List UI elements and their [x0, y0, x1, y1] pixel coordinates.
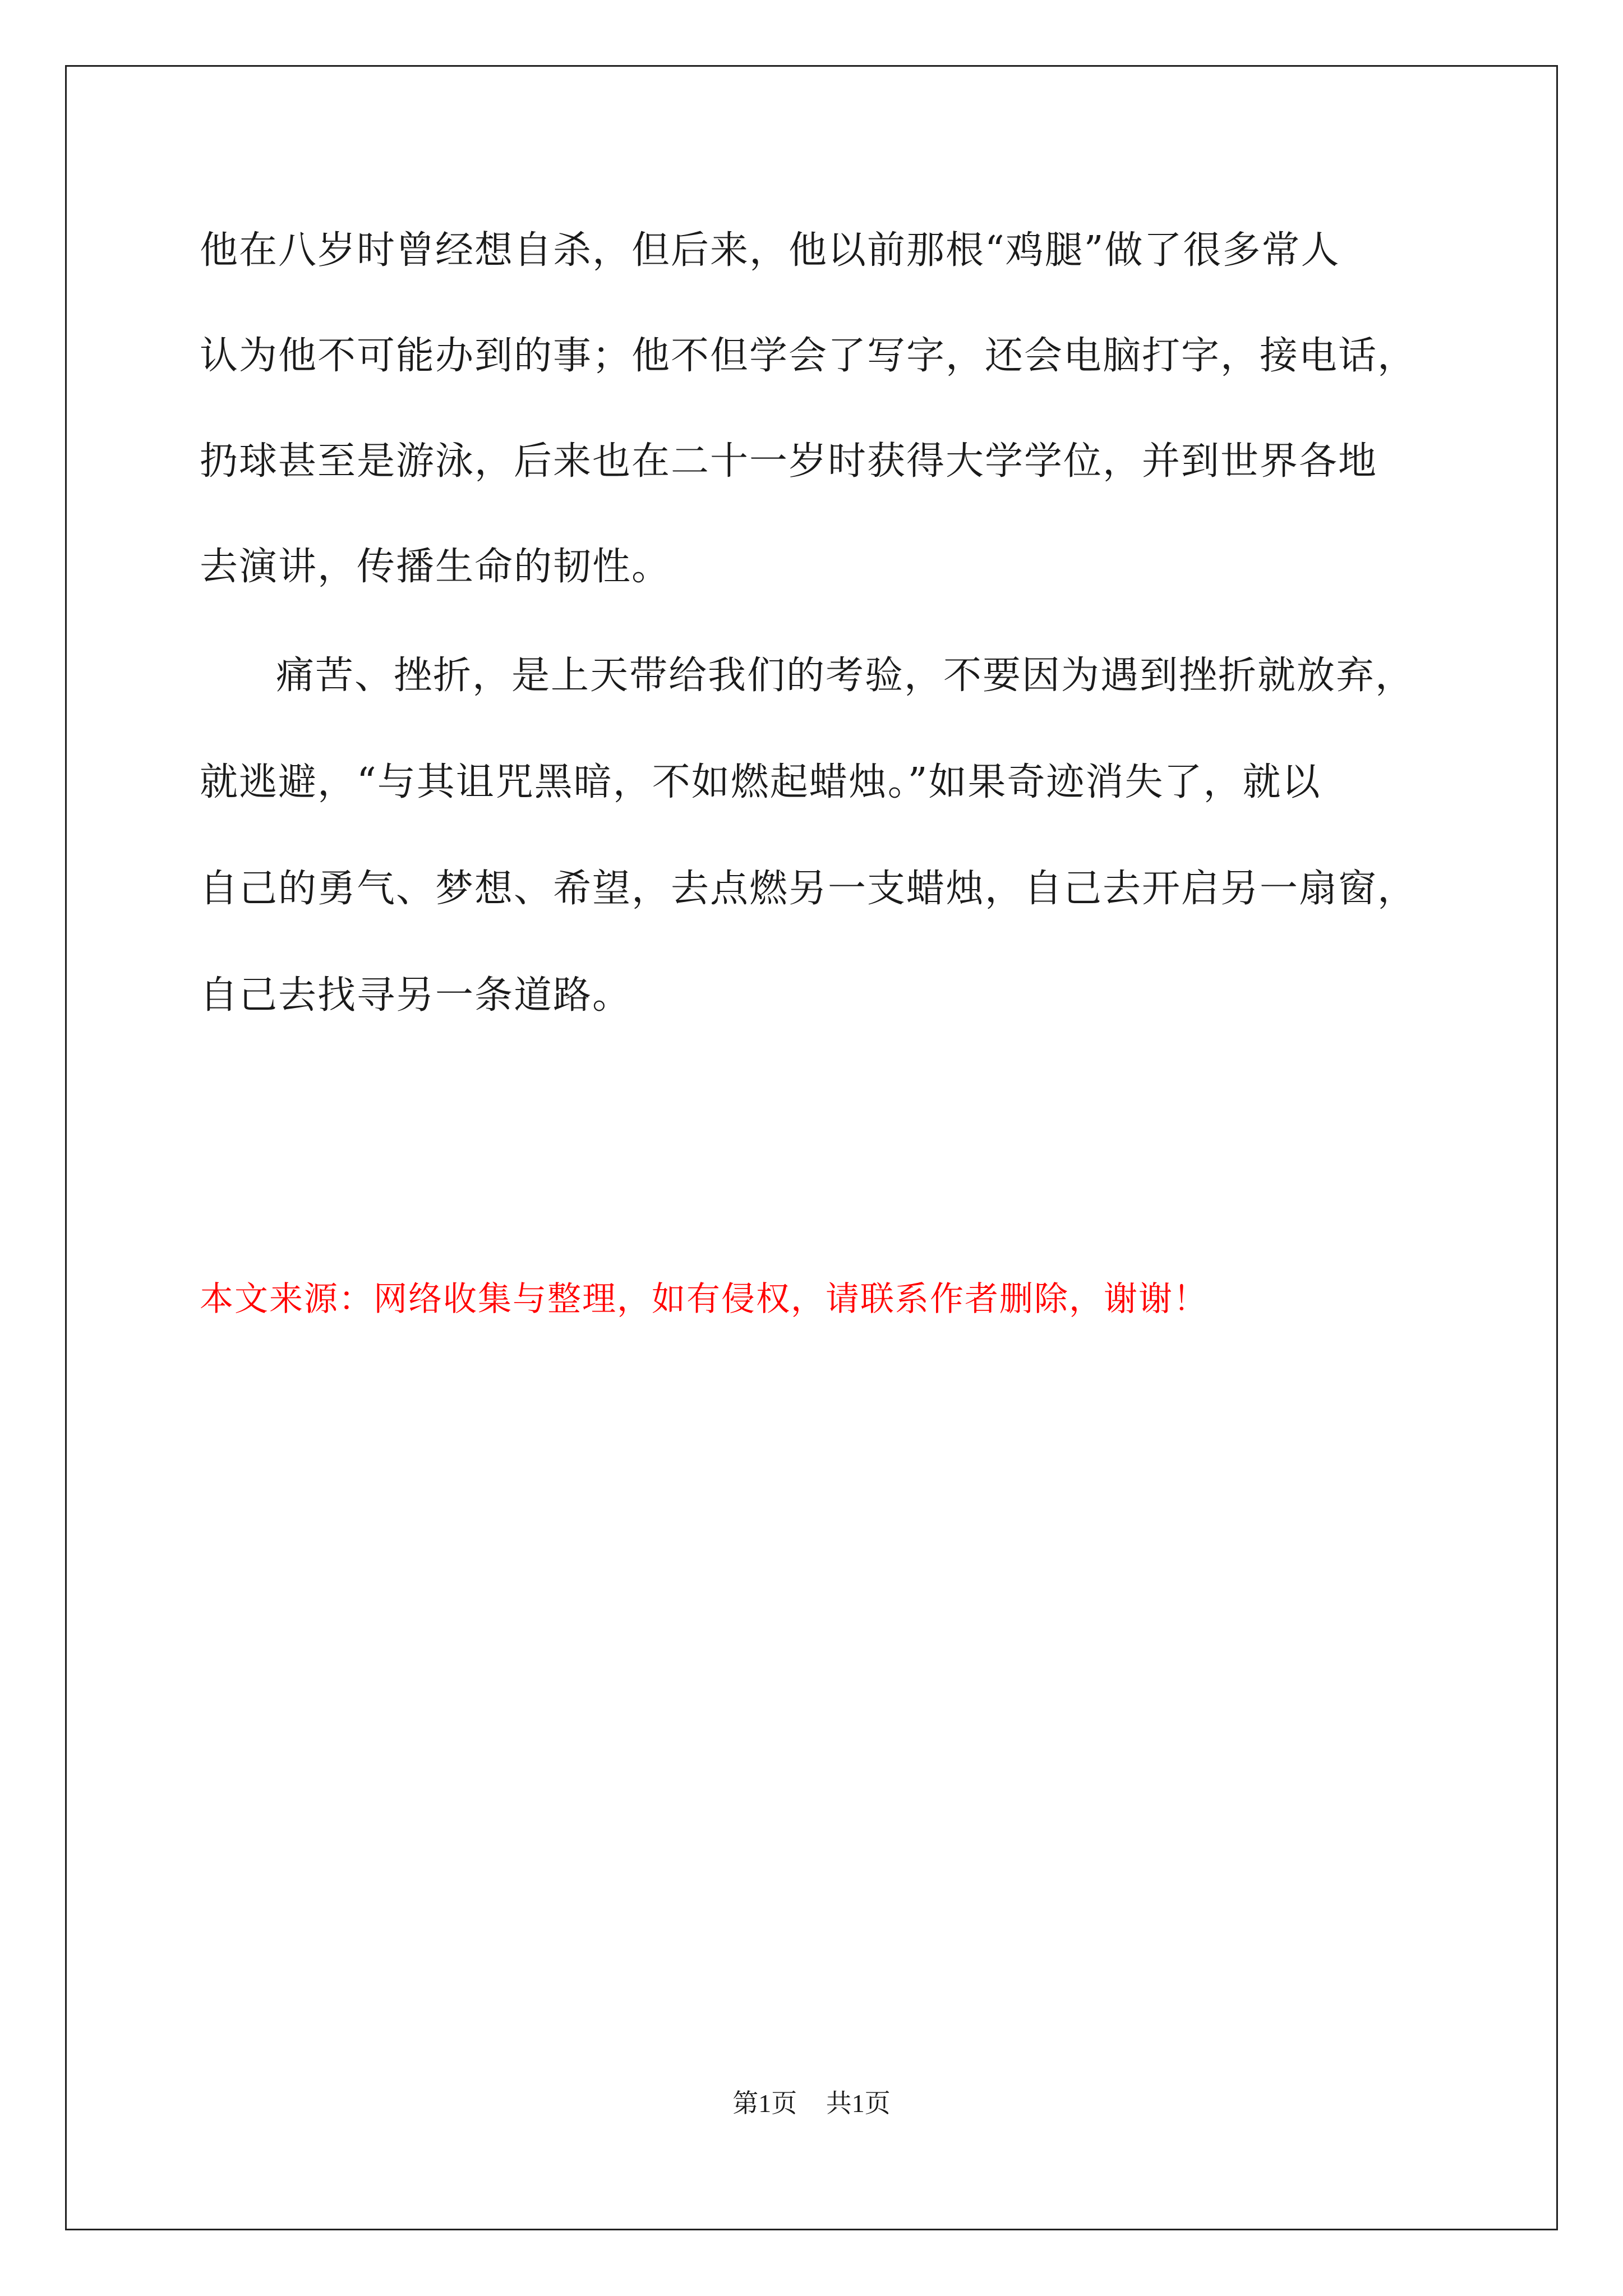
paragraph-line: 他在八岁时曾经想自杀，但后来，他以前那根“鸡腿”做了很多常人 — [200, 228, 1340, 273]
paragraph-line: 痛苦、挫折，是上天带给我们的考验，不要因为遇到挫折就放弃， — [276, 654, 1415, 698]
page-footer — [0, 2087, 1623, 2120]
paragraph-line: 自己的勇气、梦想、希望，去点燃另一支蜡烛，自己去开启另一扇窗， — [200, 867, 1417, 911]
page-frame — [65, 65, 1558, 2230]
page-number: 第1页 — [732, 2089, 797, 2118]
paragraph-line: 自己去找寻另一条道路。 — [200, 973, 632, 1018]
paragraph-line: 就逃避，“与其诅咒黑暗，不如燃起蜡烛。”如果奇迹消失了，就以 — [200, 760, 1321, 804]
paragraph-line: 去演讲，传播生命的韧性。 — [200, 545, 671, 589]
paragraph-line: 认为他不可能办到的事；他不但学会了写字，还会电脑打字，接电话， — [200, 334, 1417, 378]
source-note: 本文来源：网络收集与整理，如有侵权，请联系作者删除，谢谢！ — [200, 1280, 1208, 1319]
paragraph-line: 扔球甚至是游泳，后来也在二十一岁时获得大学学位，并到世界各地 — [200, 439, 1378, 484]
page-total: 共1页 — [826, 2089, 891, 2118]
